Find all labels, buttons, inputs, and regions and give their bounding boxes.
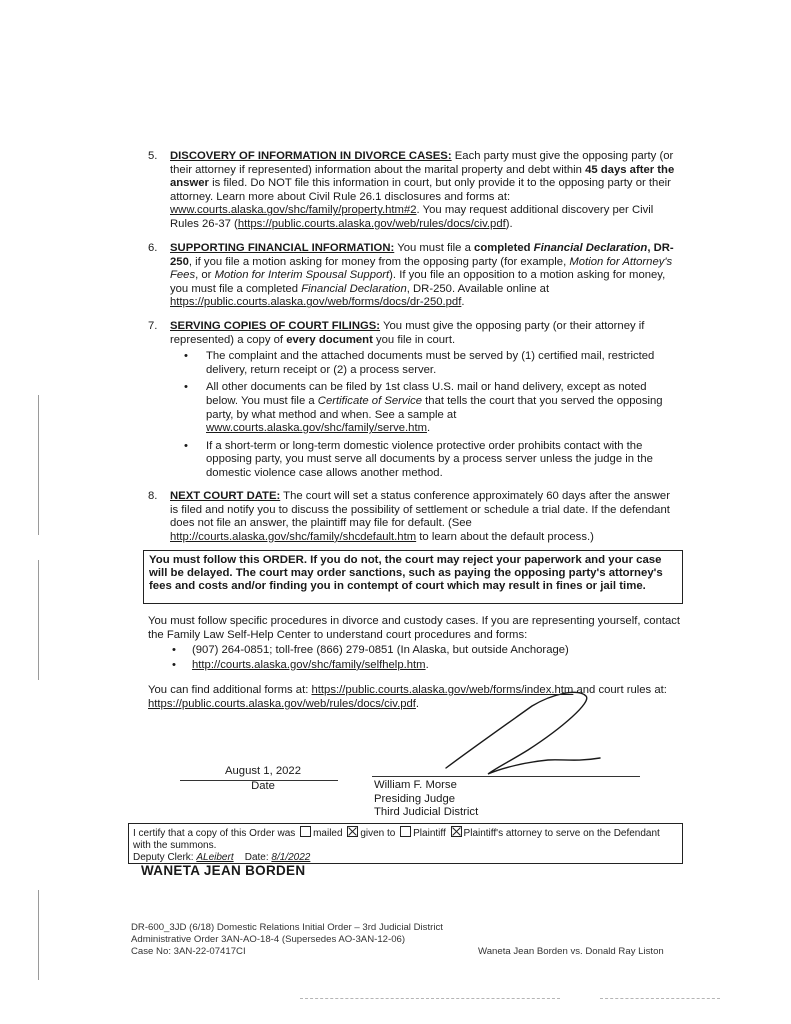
party-name-stamp: WANETA JEAN BORDEN [141, 863, 306, 878]
bullet-item [170, 350, 678, 377]
item-text: The court will set a status conference approximately 60 days after the answer is filed and notify you to discuss the possibility of settlement or schedule a trial date. If the defendant does not file an answer, the plaintiff may file for default. (See [170, 490, 670, 530]
order-date: August 1, 2022 [224, 765, 301, 777]
default-process-link[interactable]: http://courts.alaska.gov/shc/family/shcdefault.htm [170, 530, 417, 543]
judge-signature-line [372, 776, 640, 777]
item-text: , DR-250. Available online at [406, 282, 550, 295]
link-suffix: . [425, 658, 429, 671]
plaintiff-attorney-label: Plaintiff's attorney to serve on the Defendant with the summons. [133, 828, 660, 851]
item-number: 7. [148, 320, 158, 332]
judge-signature [430, 688, 610, 780]
bullet-text: The complaint and the attached documents must be served by (1) certified mail, restricted delivery, return receipt or (2) a process server. [206, 350, 655, 376]
item-number: 8. [148, 490, 158, 502]
clerk-label: Deputy Clerk: [133, 852, 194, 863]
item-financial-information [148, 242, 678, 310]
plaintiff-label: Plaintiff [413, 828, 446, 839]
certificate-line [133, 826, 678, 852]
clerk-date-label: Date: [244, 852, 269, 863]
admin-order: Administrative Order 3AN-AO-18-4 (Supersedes AO-3AN-12-06) [131, 934, 406, 945]
item-bold-italic-text: Financial Declaration [533, 242, 648, 254]
self-help-intro: You must follow specific procedures in divorce and custody cases. If you are representing yourself, contact the Family Law Self-Help Center to understand court procedures and forms: [148, 615, 681, 641]
item-number: 5. [148, 150, 158, 162]
scan-edge-mark [38, 395, 39, 535]
order-warning-box: You must follow this ORDER. If you do not, the court may reject your paperwork and your case will be delayed. The court may order sanctions, such as paying the opposing party's attorney's fees and costs and/or finding you in contempt of court which may result in fines or jail time. [143, 550, 683, 604]
mailed-label: mailed [313, 828, 343, 839]
date-label: Date [251, 780, 275, 792]
item-italic-text: Motion for Attorney's Fees [170, 255, 673, 282]
case-number: Case No: 3AN-22-07417CI [131, 946, 246, 957]
serving-bullet-list [170, 350, 678, 480]
item-heading: NEXT COURT DATE: [170, 490, 281, 502]
judge-title: Presiding Judge [374, 792, 456, 805]
judge-district: Third Judicial District [374, 806, 479, 819]
item-text: ). [505, 217, 513, 230]
court-rules-link[interactable]: https://public.courts.alaska.gov/web/rules/docs/civ.pdf [148, 697, 416, 710]
item-body [170, 320, 678, 481]
item-bold-text: , DR-250 [170, 242, 674, 268]
case-caption: Waneta Jean Borden vs. Donald Ray Liston [478, 946, 664, 957]
item-text: is filed. Do NOT file this information in court, but only provide it to the opposing party or their attorney. Learn more about Civil Rule 26.1 disclosures and forms at: [170, 177, 671, 203]
bullet-text: . [427, 422, 431, 435]
item-text: , if you file a motion asking for money from the opposing party (for example, [188, 255, 570, 268]
item-discovery [148, 150, 678, 232]
item-heading: DISCOVERY OF INFORMATION IN DIVORCE CASES: [170, 150, 452, 162]
judge-name: William F. Morse [374, 779, 457, 791]
item-text: Each party must give the opposing party (or their attorney if represented) information about the marital property and debt within [170, 150, 674, 176]
self-help-list [148, 644, 683, 672]
bullet-italic-text: Certificate of Service [317, 394, 423, 407]
item-text: You must file a [394, 242, 475, 254]
plaintiff-checkbox[interactable] [400, 826, 411, 837]
item-italic-text: Motion for Interim Spousal Support [214, 269, 390, 282]
judge-block [374, 779, 478, 820]
item-text: to learn about the default process.) [416, 530, 594, 543]
plaintiff-attorney-checkbox[interactable] [451, 826, 462, 837]
phone-item [148, 644, 683, 658]
scan-bottom-line [600, 998, 720, 1000]
self-help-section [148, 615, 683, 673]
forms-text: . [415, 697, 420, 710]
form-number: DR-600_3JD (6/18) Domestic Relations Initial Order – 3rd Judicial District [131, 922, 443, 933]
item-text: You must give the opposing party (or their attorney if represented) a copy of [170, 320, 645, 346]
property-link[interactable]: www.courts.alaska.gov/shc/family/property.htm#2 [170, 204, 417, 217]
dr-250-link[interactable]: https://public.courts.alaska.gov/web/forms/docs/dr-250.pdf [170, 296, 462, 309]
item-text: you file in court. [372, 333, 456, 346]
bullet-item [170, 440, 678, 481]
forms-text: and court rules at: [573, 684, 667, 696]
scan-edge-mark [38, 560, 39, 680]
bullet-item [170, 381, 678, 435]
item-next-court-date [148, 490, 678, 544]
bullet-text: that tells the court that you served the opposing party, by what method and when. See a sample at [206, 394, 663, 421]
item-body [170, 242, 678, 310]
forms-index-link[interactable]: https://public.courts.alaska.gov/web/forms/index.htm [311, 684, 574, 696]
item-italic-text: Financial Declaration [301, 282, 407, 295]
item-body [170, 150, 678, 232]
form-footer [131, 922, 443, 958]
item-serving-copies [148, 320, 678, 485]
forms-text: You can find additional forms at: [148, 684, 312, 696]
phone-text: (907) 264-0851; toll-free (866) 279-0851 (In Alaska, but outside Anchorage) [192, 644, 569, 657]
item-bold-text: 45 days after the answer [170, 163, 675, 190]
item-number: 6. [148, 242, 158, 254]
bullet-text: All other documents can be filed by 1st class U.S. mail or hand delivery, except as noted below. You must file a [206, 381, 647, 407]
self-help-link-item [148, 659, 683, 673]
clerk-date: 8/1/2022 [271, 852, 311, 863]
serve-sample-link[interactable]: www.courts.alaska.gov/shc/family/serve.htm [206, 422, 427, 435]
self-help-link[interactable]: http://courts.alaska.gov/shc/family/selfhelp.htm [192, 658, 426, 671]
item-bold-text: completed [474, 242, 531, 254]
item-text: . [461, 296, 465, 309]
scan-edge-mark [38, 890, 39, 980]
civil-rules-link[interactable]: https://public.courts.alaska.gov/web/rules/docs/civ.pdf [237, 217, 506, 230]
certificate-text: I certify that a copy of this Order was [133, 828, 296, 839]
certificate-of-distribution [128, 823, 683, 864]
item-text: . You may request additional discovery per Civil Rules 26-37 ( [170, 204, 654, 230]
item-bold-text: every document [286, 333, 373, 346]
item-heading: SUPPORTING FINANCIAL INFORMATION: [170, 242, 395, 254]
mailed-checkbox[interactable] [300, 826, 311, 837]
item-text: ). If you file an opposition to a motion asking for money, you must file a completed [170, 269, 666, 295]
item-body [170, 490, 678, 544]
given-to-checkbox[interactable] [347, 826, 358, 837]
given-to-label: given to [360, 828, 396, 839]
item-text: , or [195, 269, 215, 282]
scan-bottom-line [300, 998, 560, 1000]
item-heading: SERVING COPIES OF COURT FILINGS: [170, 320, 381, 332]
bullet-text: If a short-term or long-term domestic violence protective order prohibits contact with the opposing party, you must serve all documents by a process server unless the judge in the domestic violence case allows another method. [206, 439, 653, 479]
clerk-name: ALeibert [196, 852, 234, 863]
